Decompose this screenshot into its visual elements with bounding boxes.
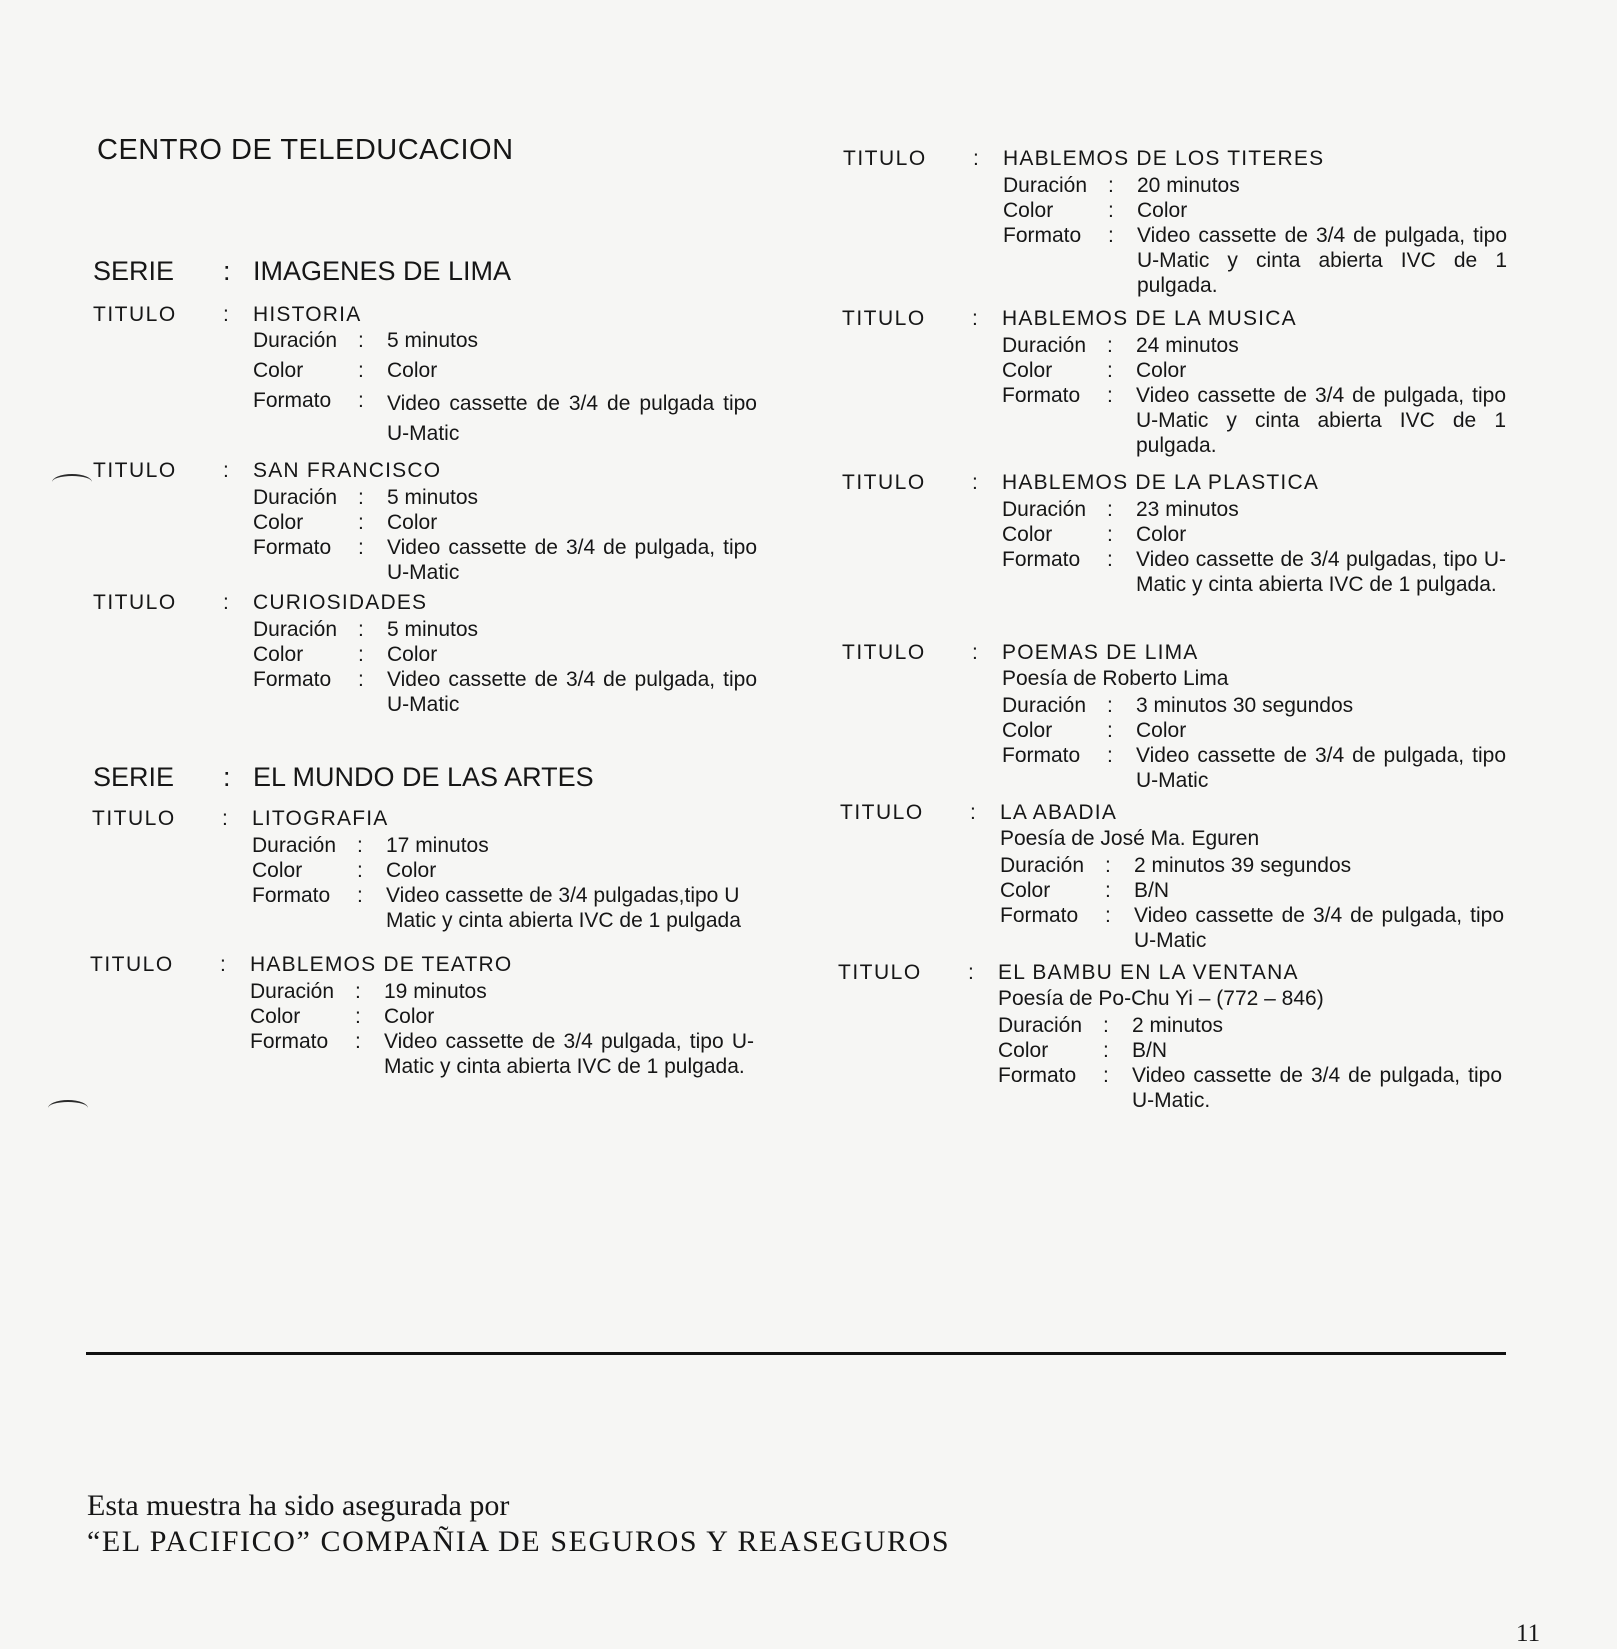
color-value: Color — [387, 643, 438, 666]
entry-title: LA ABADIA — [1000, 801, 1118, 824]
duracion-label: Duración — [252, 834, 337, 857]
colon: : — [223, 591, 229, 614]
entry-details — [253, 617, 757, 717]
color-label: Color — [250, 1005, 301, 1028]
titulo-label: TITULO — [840, 801, 924, 824]
duracion-value: 20 minutos — [1137, 174, 1240, 197]
color-value: B/N — [1134, 879, 1170, 902]
duracion-value: 24 minutos — [1136, 334, 1239, 357]
colon: : — [223, 303, 229, 326]
color-value: Color — [1137, 199, 1188, 222]
colon: : — [223, 256, 231, 286]
color-value: Color — [384, 1005, 435, 1028]
formato-label: Formato — [253, 668, 332, 691]
colon: : — [358, 389, 364, 412]
colon: : — [222, 807, 228, 830]
colon: : — [1103, 1039, 1109, 1062]
formato-value: Video cassette de 3/4 de pulgada, tipo U-Matic y cinta abierta IVC de 1 pulgada. — [1136, 384, 1506, 457]
duracion-label: Duración — [998, 1014, 1083, 1037]
colon: : — [358, 643, 364, 666]
titulo-label: TITULO — [843, 147, 927, 170]
formato-value: Video cassette de 3/4 de pulgada, tipo U-Matic — [387, 536, 757, 584]
colon: : — [220, 953, 226, 976]
formato-value: Video cassette de 3/4 de pulgada, tipo U-Matic y cinta abierta IVC de 1 pulgada. — [1137, 224, 1507, 297]
color-label: Color — [1003, 199, 1054, 222]
catalog-entry — [838, 960, 1502, 1113]
duracion-label: Duración — [253, 329, 338, 352]
entry-title: HABLEMOS DE LA PLASTICA — [1002, 471, 1320, 494]
entry-details — [998, 1013, 1502, 1113]
color-value: Color — [386, 859, 437, 882]
entry-details — [250, 979, 754, 1079]
formato-value: Video cassette de 3/4 de pulgada, tipo U-Matic — [1134, 904, 1504, 952]
footer-note — [87, 1488, 950, 1560]
color-value: Color — [387, 511, 438, 534]
colon: : — [1105, 879, 1111, 902]
formato-value: Video cassette de 3/4 de pulgada, tipo U-Matic. — [1132, 1064, 1502, 1112]
serie-row — [93, 762, 594, 793]
color-label: Color — [1000, 879, 1051, 902]
color-label: Color — [253, 643, 304, 666]
formato-value: Video cassette de 3/4 pulgadas, tipo U-Matic y cinta abierta IVC de 1 pulgada. — [1136, 548, 1506, 596]
titulo-label: TITULO — [93, 303, 177, 326]
colon: : — [1107, 744, 1113, 767]
formato-value: Video cassette de 3/4 de pulgada, tipo U-Matic — [1136, 744, 1506, 792]
colon: : — [1108, 174, 1114, 197]
formato-value: Video cassette de 3/4 de pulgada tipo U-Matic — [387, 392, 757, 445]
colon: : — [223, 762, 231, 792]
colon: : — [972, 641, 978, 664]
page-number: 11 — [1516, 1620, 1541, 1647]
duracion-value: 3 minutos 30 segundos — [1136, 694, 1354, 717]
colon: : — [358, 536, 364, 559]
entry-details — [253, 329, 757, 455]
entry-subtitle: Poesía de Po-Chu Yi – (772 – 846) — [998, 987, 1324, 1010]
entry-title: POEMAS DE LIMA — [1002, 641, 1199, 664]
formato-label: Formato — [1002, 744, 1081, 767]
entry-title: LITOGRAFIA — [252, 807, 389, 830]
formato-label: Formato — [1002, 548, 1081, 571]
serie-name: EL MUNDO DE LAS ARTES — [253, 762, 594, 792]
catalog-entry — [843, 146, 1507, 298]
page-title: CENTRO DE TELEDUCACION — [97, 134, 514, 166]
colon: : — [358, 359, 364, 382]
colon: : — [1107, 694, 1113, 717]
formato-label: Formato — [1000, 904, 1079, 927]
serie-label: SERIE — [93, 256, 175, 286]
duracion-value: 19 minutos — [384, 980, 487, 1003]
color-label: Color — [1002, 523, 1053, 546]
duracion-label: Duración — [1002, 498, 1087, 521]
punch-hole-mark — [48, 1100, 88, 1116]
duracion-value: 17 minutos — [386, 834, 489, 857]
entry-title: SAN FRANCISCO — [253, 459, 442, 482]
duracion-label: Duración — [1002, 334, 1087, 357]
colon: : — [968, 961, 974, 984]
colon: : — [1107, 719, 1113, 742]
formato-value: Video cassette de 3/4 pulgada, tipo U-Matic y cinta abierta IVC de 1 pulgada. — [384, 1030, 754, 1078]
entry-details — [253, 485, 757, 585]
colon: : — [1103, 1014, 1109, 1037]
colon: : — [355, 980, 361, 1003]
entry-details — [1002, 693, 1506, 793]
duracion-label: Duración — [1003, 174, 1088, 197]
colon: : — [1105, 854, 1111, 877]
colon: : — [357, 859, 363, 882]
colon: : — [357, 834, 363, 857]
formato-label: Formato — [1003, 224, 1082, 247]
colon: : — [355, 1005, 361, 1028]
colon: : — [355, 1030, 361, 1053]
serie-label: SERIE — [93, 762, 175, 792]
titulo-label: TITULO — [838, 961, 922, 984]
serie-row — [93, 256, 511, 287]
duracion-value: 2 minutos — [1132, 1014, 1224, 1037]
formato-label: Formato — [250, 1030, 329, 1053]
formato-label: Formato — [998, 1064, 1077, 1087]
catalog-entry — [92, 806, 756, 933]
duracion-value: 5 minutos — [387, 329, 479, 352]
colon: : — [1103, 1064, 1109, 1087]
footer-line-1: Esta muestra ha sido asegurada por — [87, 1489, 510, 1522]
colon: : — [1107, 498, 1113, 521]
color-label: Color — [253, 359, 304, 382]
duracion-label: Duración — [250, 980, 335, 1003]
colon: : — [1105, 904, 1111, 927]
entry-title: HABLEMOS DE TEATRO — [250, 953, 513, 976]
catalog-entry — [842, 640, 1506, 793]
color-label: Color — [1002, 719, 1053, 742]
entry-subtitle: Poesía de José Ma. Eguren — [1000, 827, 1260, 850]
serie-name: IMAGENES DE LIMA — [253, 256, 512, 286]
color-value: B/N — [1132, 1039, 1168, 1062]
duracion-label: Duración — [253, 486, 338, 509]
entry-title: HABLEMOS DE LOS TITERES — [1003, 147, 1325, 170]
catalog-entry — [842, 306, 1506, 458]
colon: : — [972, 471, 978, 494]
titulo-label: TITULO — [92, 807, 176, 830]
formato-label: Formato — [252, 884, 331, 907]
duracion-label: Duración — [253, 618, 338, 641]
color-value: Color — [1136, 523, 1187, 546]
entry-details — [1002, 497, 1506, 597]
colon: : — [1107, 334, 1113, 357]
colon: : — [358, 329, 364, 352]
duracion-value: 23 minutos — [1136, 498, 1239, 521]
entry-title: EL BAMBU EN LA VENTANA — [998, 961, 1299, 984]
entry-title: HABLEMOS DE LA MUSICA — [1002, 307, 1297, 330]
colon: : — [970, 801, 976, 824]
catalog-entry — [93, 458, 757, 585]
entry-details — [252, 833, 756, 933]
entry-details — [1000, 853, 1504, 953]
colon: : — [223, 459, 229, 482]
entry-title: HISTORIA — [253, 303, 362, 326]
colon: : — [1107, 523, 1113, 546]
formato-label: Formato — [253, 389, 332, 412]
formato-label: Formato — [1002, 384, 1081, 407]
entry-details — [1003, 173, 1507, 298]
catalog-entry — [840, 800, 1504, 953]
catalog-entry — [93, 302, 757, 455]
titulo-label: TITULO — [842, 641, 926, 664]
punch-hole-mark — [52, 474, 92, 490]
footer-line-2: “EL PACIFICO” COMPAÑIA DE SEGUROS Y REASEGUROS — [87, 1525, 951, 1558]
colon: : — [1107, 359, 1113, 382]
duracion-value: 2 minutos 39 segundos — [1134, 854, 1352, 877]
color-value: Color — [1136, 359, 1187, 382]
catalog-entry — [93, 590, 757, 717]
colon: : — [1108, 224, 1114, 247]
color-label: Color — [252, 859, 303, 882]
catalog-entry — [90, 952, 754, 1079]
colon: : — [358, 486, 364, 509]
titulo-label: TITULO — [93, 459, 177, 482]
color-label: Color — [1002, 359, 1053, 382]
titulo-label: TITULO — [90, 953, 174, 976]
colon: : — [1107, 548, 1113, 571]
horizontal-rule — [86, 1352, 1506, 1355]
colon: : — [358, 618, 364, 641]
catalog-entry — [842, 470, 1506, 597]
color-label: Color — [998, 1039, 1049, 1062]
colon: : — [972, 307, 978, 330]
formato-value: Video cassette de 3/4 de pulgada, tipo U-Matic — [387, 668, 757, 716]
entry-subtitle: Poesía de Roberto Lima — [1002, 667, 1229, 690]
duracion-value: 5 minutos — [387, 618, 479, 641]
titulo-label: TITULO — [842, 471, 926, 494]
formato-label: Formato — [253, 536, 332, 559]
entry-title: CURIOSIDADES — [253, 591, 428, 614]
colon: : — [1108, 199, 1114, 222]
duracion-value: 5 minutos — [387, 486, 479, 509]
duracion-label: Duración — [1002, 694, 1087, 717]
formato-value: Video cassette de 3/4 pulgadas,tipo U Matic y cinta abierta IVC de 1 pulgada — [386, 884, 741, 932]
entry-details — [1002, 333, 1506, 458]
colon: : — [358, 668, 364, 691]
duracion-label: Duración — [1000, 854, 1085, 877]
titulo-label: TITULO — [93, 591, 177, 614]
colon: : — [357, 884, 363, 907]
color-label: Color — [253, 511, 304, 534]
color-value: Color — [387, 359, 438, 382]
colon: : — [973, 147, 979, 170]
colon: : — [358, 511, 364, 534]
color-value: Color — [1136, 719, 1187, 742]
colon: : — [1107, 384, 1113, 407]
titulo-label: TITULO — [842, 307, 926, 330]
